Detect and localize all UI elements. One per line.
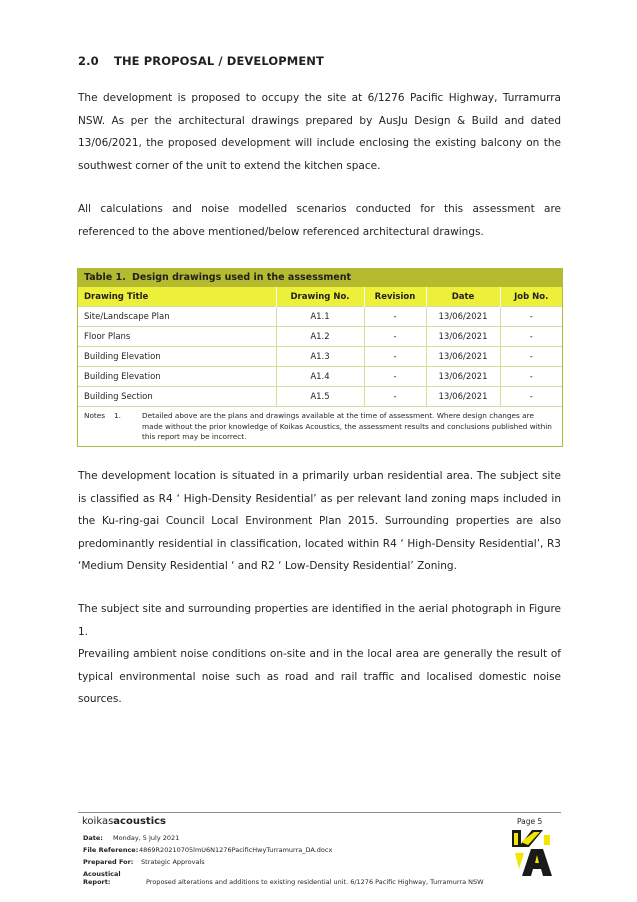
table-row [78, 347, 562, 367]
cell-drawing-no: A1.5 [276, 387, 364, 407]
cell-drawing-no: A1.1 [276, 307, 364, 327]
cell-job-no: - [500, 327, 562, 347]
header-job-no: Job No. [500, 287, 562, 307]
table-caption [78, 269, 562, 287]
cell-revision: - [364, 347, 426, 367]
cell-drawing-no: A1.2 [276, 327, 364, 347]
drawings-table-grid [78, 287, 562, 406]
footer-file-reference [83, 846, 332, 854]
cell-revision: - [364, 367, 426, 387]
footer-brand [82, 816, 166, 827]
header-drawing-title: Drawing Title [78, 287, 276, 307]
cell-job-no: - [500, 347, 562, 367]
table-notes [78, 406, 562, 446]
footer-date [83, 834, 179, 842]
prepared-value: Strategic Approvals [141, 858, 205, 866]
brand-light: koikas [82, 816, 114, 827]
footer-acoustical-report [83, 870, 484, 886]
table-row [78, 387, 562, 407]
design-drawings-table [77, 268, 563, 447]
table-caption-title: Design drawings used in the assessment [132, 272, 352, 283]
header-date: Date [426, 287, 500, 307]
paragraph-proposal: The development is proposed to occupy the site at 6/1276 Pacific Highway, Turramurra NSW. As per the architectural drawings prepared by AusJu Design & Build and dated 13/06/2021, the proposed development will include enclosing the existing balcony on the southwest corner of the unit to extend the kitchen space. [78, 92, 561, 172]
cell-date: 13/06/2021 [426, 387, 500, 407]
cell-revision: - [364, 327, 426, 347]
cell-revision: - [364, 387, 426, 407]
table-row [78, 307, 562, 327]
page-number: Page 5 [517, 817, 543, 826]
cell-drawing-no: A1.4 [276, 367, 364, 387]
file-value: 4869R20210705lmU6N1276PacificHwyTurramurra_DA.docx [139, 846, 333, 854]
paragraph-ambient-noise: Prevailing ambient noise conditions on-site and in the local area are generally the result of typical environmental noise such as road and rail traffic and localised domestic noise sources. [78, 648, 561, 705]
cell-revision: - [364, 307, 426, 327]
cell-date: 13/06/2021 [426, 307, 500, 327]
table-caption-number: Table 1. [84, 272, 126, 283]
paragraph-location: The development location is situated in a primarily urban residential area. The subject site is classified as R4 ‘ High-Density Residential’ as per relevant land zoning maps included in the Ku-ring-gai Council Local Environment Plan 2015. Surrounding properties are also predominantly residential in classification, located within R4 ‘ High-Density Residential’, R3 ‘Medium Density Residential ‘ and R2 ‘ Low-Density Residential’ Zoning. [78, 470, 561, 572]
paragraph-calculations: All calculations and noise modelled scenarios conducted for this assessment are referenced to the above mentioned/below referenced architectural drawings. [78, 203, 561, 238]
cell-drawing-title: Site/Landscape Plan [78, 307, 276, 327]
paragraph-aerial-photo: The subject site and surrounding properties are identified in the aerial photograph in Figure 1. [78, 603, 561, 638]
cell-job-no: - [500, 367, 562, 387]
report-label: Acoustical Report: [83, 870, 121, 886]
date-value: Monday, 5 July 2021 [113, 834, 180, 842]
file-label: File Reference: [83, 846, 139, 854]
cell-drawing-title: Floor Plans [78, 327, 276, 347]
notes-text: Detailed above are the plans and drawings available at the time of assessment. Where design changes are made without the prior knowledge of Koikas Acoustics, the assessment results and conclusions published within this report may be incorrect. [142, 411, 552, 441]
table-row [78, 327, 562, 347]
cell-drawing-title: Building Elevation [78, 347, 276, 367]
table-row [78, 367, 562, 387]
koikas-logo-icon [510, 829, 552, 877]
cell-date: 13/06/2021 [426, 347, 500, 367]
section-number: 2.0 [78, 54, 99, 68]
header-drawing-no: Drawing No. [276, 287, 364, 307]
section-heading [78, 54, 324, 68]
footer-prepared-for [83, 858, 205, 866]
cell-date: 13/06/2021 [426, 367, 500, 387]
table-header-row [78, 287, 562, 307]
cell-job-no: - [500, 307, 562, 327]
prepared-label: Prepared For: [83, 858, 134, 866]
cell-date: 13/06/2021 [426, 327, 500, 347]
cell-job-no: - [500, 387, 562, 407]
brand-bold: acoustics [113, 816, 167, 827]
notes-number: 1. [114, 411, 121, 420]
cell-drawing-title: Building Elevation [78, 367, 276, 387]
cell-drawing-title: Building Section [78, 387, 276, 407]
section-title: THE PROPOSAL / DEVELOPMENT [114, 54, 324, 68]
cell-drawing-no: A1.3 [276, 347, 364, 367]
header-revision: Revision [364, 287, 426, 307]
footer-divider [78, 812, 561, 813]
date-label: Date: [83, 834, 103, 842]
report-value: Proposed alterations and additions to existing residential unit. 6/1276 Pacific Highway, Turramurra NSW [146, 878, 484, 886]
notes-label: Notes [84, 411, 106, 420]
